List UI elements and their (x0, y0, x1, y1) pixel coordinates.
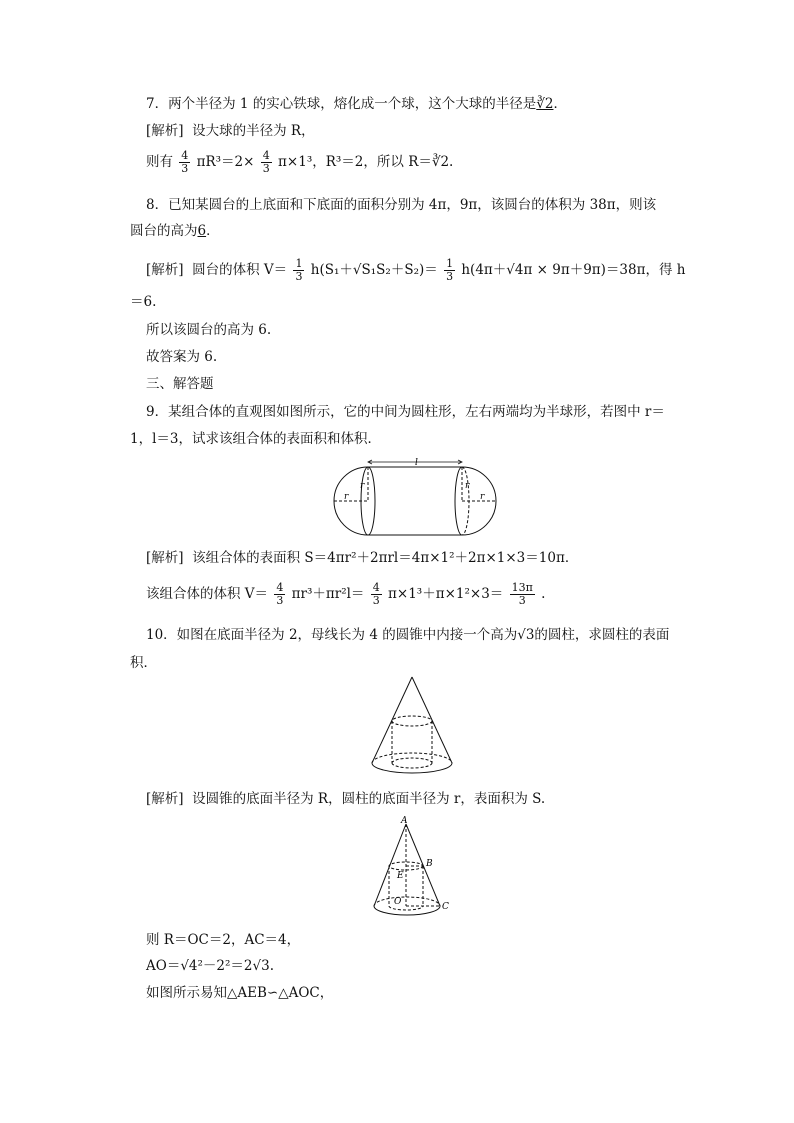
q8-fraction-1 (293, 258, 304, 283)
q7-solution-2 (146, 150, 453, 175)
q7-solution-text: 设大球的半径为 R， (192, 123, 315, 139)
label-l: l (415, 458, 418, 468)
q9-fraction-2 (371, 582, 382, 607)
q10-step-2 (146, 956, 274, 976)
frac-num: 4 (276, 581, 284, 594)
q9-solution-tag: [解析] (146, 550, 184, 566)
q8-stem-text-2: 圆台的高为 (130, 223, 198, 239)
q8-fraction-2 (444, 258, 455, 283)
q7-answer-suffix: ． (553, 96, 567, 112)
q8-answer: 6 (197, 223, 207, 239)
frac-num: 4 (372, 581, 380, 594)
q8-stem-2 (130, 221, 220, 241)
q9-fraction-1 (274, 582, 285, 607)
q7-stem (146, 94, 567, 114)
q7-fraction-1 (179, 150, 190, 175)
q8-solution-tag: [解析] (146, 262, 184, 278)
q9-solution-1 (146, 548, 578, 568)
cone-cylinder-figure (366, 675, 458, 775)
q10-step-3-text: 如图所示易知△AEB∽△AOC， (146, 985, 334, 1001)
section-heading (146, 374, 214, 394)
q8-sol-post: h(4π＋√4π × 9π＋9π)＝38π，得 h (461, 262, 686, 278)
label-r-right: r (480, 492, 485, 502)
q7-sol2-mid: πR³＝2× (196, 154, 255, 170)
q10-step-2-text: AO＝√4²－2²＝2√3. (146, 958, 274, 974)
frac-den: 3 (372, 594, 380, 607)
frac-den: 3 (446, 270, 454, 283)
q7-stem-text: 7．两个半径为 1 的实心铁球，熔化成一个球，这个大球的半径是 (146, 96, 537, 112)
frac-den: 3 (276, 594, 284, 607)
frac-den: 3 (262, 162, 270, 175)
q7-answer: ∛2 (536, 96, 554, 112)
label-C: C (442, 902, 449, 912)
q10-solution-text-1: 设圆锥的底面半径为 R，圆柱的底面半径为 r，表面积为 S. (192, 791, 546, 807)
frac-num: 1 (295, 257, 303, 270)
q7-fraction-2 (261, 150, 272, 175)
q8-conclusion-2 (146, 347, 217, 367)
q9-sol2-mid: πr³＋πr²l＝ (291, 586, 365, 602)
frac-num: 4 (181, 149, 189, 162)
label-r-left-vert: r (360, 481, 365, 491)
label-E: E (397, 871, 404, 881)
label-r-left: r (344, 492, 349, 502)
q10-solution-1 (146, 789, 545, 809)
frac-den: 3 (181, 162, 189, 175)
frac-num: 4 (262, 149, 270, 162)
q9-sol2-post: . (541, 586, 546, 602)
q10-step-1-text: 则 R＝OC＝2，AC＝4， (146, 932, 301, 948)
q7-solution-tag: [解析] (146, 123, 184, 139)
q9-stem-text-2: 1，l＝3，试求该组合体的表面积和体积． (130, 431, 381, 447)
section-3-title: 三、解答题 (146, 376, 214, 392)
q9-fraction-3 (510, 582, 535, 607)
q10-stem-1 (146, 625, 669, 645)
q9-stem-2 (130, 429, 381, 449)
q8-stem-text-1: 8．已知某圆台的上底面和下底面的面积分别为 4π，9π，该圆台的体积为 38π，则该 (146, 197, 657, 213)
capsule-figure (330, 458, 500, 540)
q7-sol2-post: π×1³，R³＝2，所以 R＝∛2. (278, 154, 454, 170)
q8-sol-mid: h(S₁＋√S₁S₂＋S₂)＝ (310, 262, 438, 278)
q8-stem-1 (146, 195, 656, 215)
label-O: O (394, 897, 402, 907)
q9-sol2-mid2: π×1³＋π×1²×3＝ (388, 586, 504, 602)
q10-step-1 (146, 930, 300, 950)
q9-solution-2 (146, 582, 545, 607)
q7-solution-1 (146, 121, 315, 141)
q8-sol-pre: 圆台的体积 V＝ (192, 262, 288, 278)
frac-den: 3 (518, 594, 526, 607)
frac-den: 3 (295, 270, 303, 283)
q8-sol-cont: ＝6. (130, 294, 157, 310)
q10-stem-text-2: 积． (130, 655, 157, 671)
label-r-right-vert: r (465, 481, 470, 491)
q10-stem-2 (130, 653, 157, 673)
q9-stem-text-1: 9．某组合体的直观图如图所示，它的中间为圆柱形，左右两端均为半球形，若图中 r＝ (146, 404, 665, 420)
q8-conclusion-1 (146, 320, 271, 340)
labeled-cone-figure (366, 814, 462, 920)
q10-step-3 (146, 983, 333, 1003)
q8-conclusion-1-text: 所以该圆台的高为 6. (146, 322, 272, 338)
q9-sol2-pre: 该组合体的体积 V＝ (146, 586, 269, 602)
q8-solution-cont (130, 292, 156, 312)
label-A: A (401, 816, 408, 826)
q9-stem-1 (146, 402, 665, 422)
frac-num: 1 (446, 257, 454, 270)
frac-num: 13π (511, 581, 533, 594)
q8-solution (146, 258, 685, 283)
label-B: B (426, 859, 433, 869)
q8-answer-suffix: ． (206, 223, 220, 239)
q8-conclusion-2-text: 故答案为 6. (146, 349, 218, 365)
q7-sol2-pre: 则有 (146, 154, 173, 170)
q10-solution-tag: [解析] (146, 791, 184, 807)
q9-solution-text-1: 该组合体的表面积 S＝4πr²＋2πrl＝4π×1²＋2π×1×3＝10π． (192, 550, 579, 566)
q10-stem-text-1: 10．如图在底面半径为 2，母线长为 4 的圆锥中内接一个高为√3的圆柱，求圆柱的表面 (146, 627, 670, 643)
